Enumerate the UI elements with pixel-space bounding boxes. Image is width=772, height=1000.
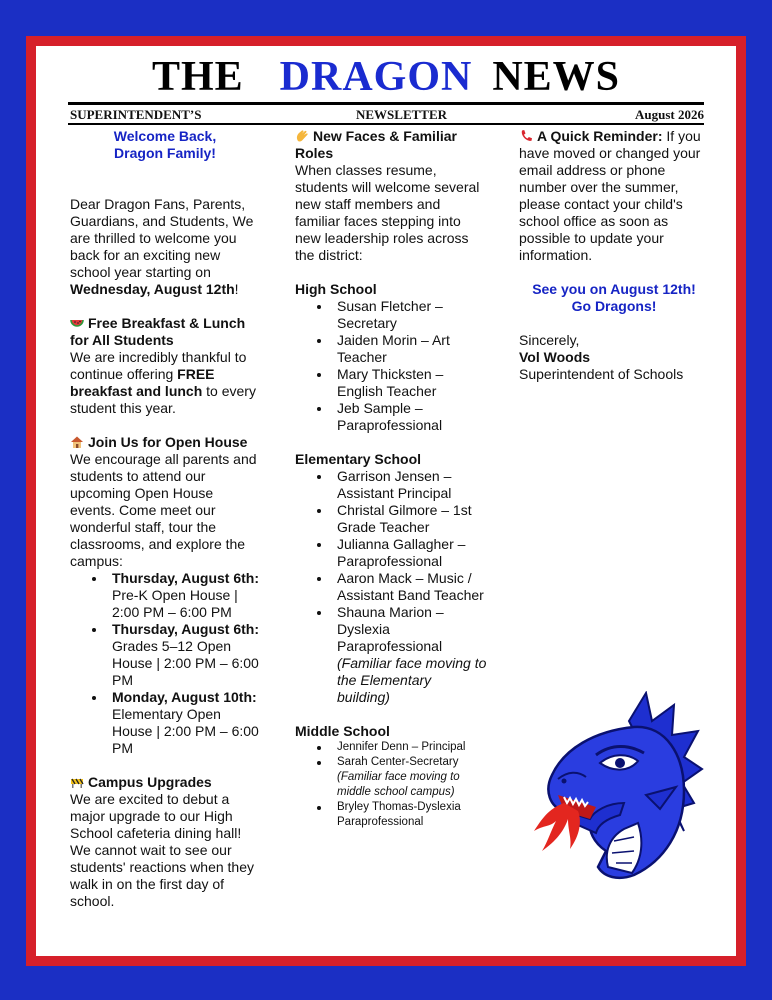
subhead-center: NEWSLETTER xyxy=(356,107,448,122)
masthead-dragon: DRAGON xyxy=(279,54,473,100)
masthead-rule-top xyxy=(68,102,704,105)
signoff: Sincerely, xyxy=(519,332,580,348)
masthead-news: NEWS xyxy=(492,54,621,100)
high-school-list xyxy=(295,298,487,434)
list-item: Julianna Gallagher – Paraprofessional xyxy=(337,536,487,570)
construction-icon xyxy=(70,775,84,789)
middle-note: (Familiar face moving to middle school campus) xyxy=(337,771,460,798)
intro-paragraph: Dear Dragon Fans, Parents, Guardians, and Students, We are thrilled to welcome you back for an exciting new school year starting on Wednesday, August 12th! xyxy=(70,196,254,297)
list-item: Bryley Thomas-Dyslexia Paraprofessional xyxy=(337,800,487,830)
list-item: Susan Fletcher – Secretary xyxy=(337,298,487,332)
openhouse-events-list xyxy=(70,570,260,757)
list-item: Thursday, August 6th: Pre-K Open House | 2:00 PM – 6:00 PM xyxy=(112,570,259,620)
subhead-left: SUPERINTENDENT’S xyxy=(70,107,202,122)
elementary-list xyxy=(295,468,487,706)
openhouse-paragraph: We encourage all parents and students to attend our upcoming Open House events. Come meet our wonderful staff, tour the classrooms, and explore the campus: xyxy=(70,451,257,569)
house-icon xyxy=(70,435,84,449)
reminder-paragraph: A Quick Reminder: If you have moved or changed your email address or phone number over the summer, please contact your child's school office as soon as possible to update your information. xyxy=(519,128,701,263)
openhouse-heading: Join Us for Open House xyxy=(70,434,260,451)
breakfast-paragraph: We are incredibly thankful to continue offering FREE breakfast and lunch to every student this year. xyxy=(70,349,256,416)
list-item: Thursday, August 6th: Grades 5–12 Open House | 2:00 PM – 6:00 PM xyxy=(112,621,259,688)
masthead-rule-bottom xyxy=(68,123,704,125)
upgrades-heading: Campus Upgrades xyxy=(70,774,260,791)
clap-hand-icon xyxy=(295,129,309,143)
dragon-mascot xyxy=(534,691,704,881)
high-school-heading: High School xyxy=(295,281,377,297)
column-right xyxy=(519,128,709,383)
new-faces-heading: New Faces & Familiar Roles xyxy=(295,128,457,161)
list-item: Aaron Mack – Music / Assistant Band Teacher xyxy=(337,570,487,604)
list-item: Sarah Center-Secretary (Familiar face moving to middle school campus) xyxy=(337,755,487,800)
closing-message: See you on August 12th! Go Dragons! xyxy=(532,281,696,314)
list-item: Jennifer Denn – Principal xyxy=(337,740,487,755)
welcome-heading: Welcome Back, Dragon Family! xyxy=(113,128,217,161)
subhead-date: August 2026 xyxy=(635,107,704,122)
masthead-the: THE xyxy=(151,54,244,100)
elementary-heading: Elementary School xyxy=(295,451,422,467)
column-left xyxy=(70,128,260,910)
newsletter-page xyxy=(36,46,736,956)
list-item: Jeb Sample – Paraprofessional xyxy=(337,400,487,434)
list-item: Mary Thicksten – English Teacher xyxy=(337,366,487,400)
new-faces-intro: When classes resume, students will welcome several new staff members and familiar faces stepping into new leadership roles across the district: xyxy=(295,162,480,263)
upgrades-paragraph: We are excited to debut a major upgrade to our High School cafeteria dining hall! We cannot wait to see our students' reactions when they walk in on the first day of school. xyxy=(70,791,255,909)
masthead-subhead xyxy=(70,106,704,122)
signer-title: Superintendent of Schools xyxy=(519,366,684,382)
middle-school-heading: Middle School xyxy=(295,723,390,739)
list-item: Monday, August 10th: Elementary Open House | 2:00 PM – 6:00 PM xyxy=(112,689,259,756)
list-item: Garrison Jensen – Assistant Principal xyxy=(337,468,487,502)
masthead-title xyxy=(36,52,736,102)
column-middle xyxy=(295,128,487,830)
list-item: Shauna Marion – Dyslexia Paraprofessional (Familiar face moving to the Elementary building) xyxy=(337,604,487,705)
list-item: Jaiden Morin – Art Teacher xyxy=(337,332,487,366)
list-item: Christal Gilmore – 1st Grade Teacher xyxy=(337,502,487,536)
elementary-note: (Familiar face moving to the Elementary building) xyxy=(337,655,487,705)
middle-school-list xyxy=(295,740,487,830)
breakfast-heading: Free Breakfast & Lunch for All Students xyxy=(70,315,246,348)
watermelon-icon xyxy=(70,316,84,330)
signer-name: Vol Woods xyxy=(519,349,591,365)
phone-icon xyxy=(519,129,533,143)
